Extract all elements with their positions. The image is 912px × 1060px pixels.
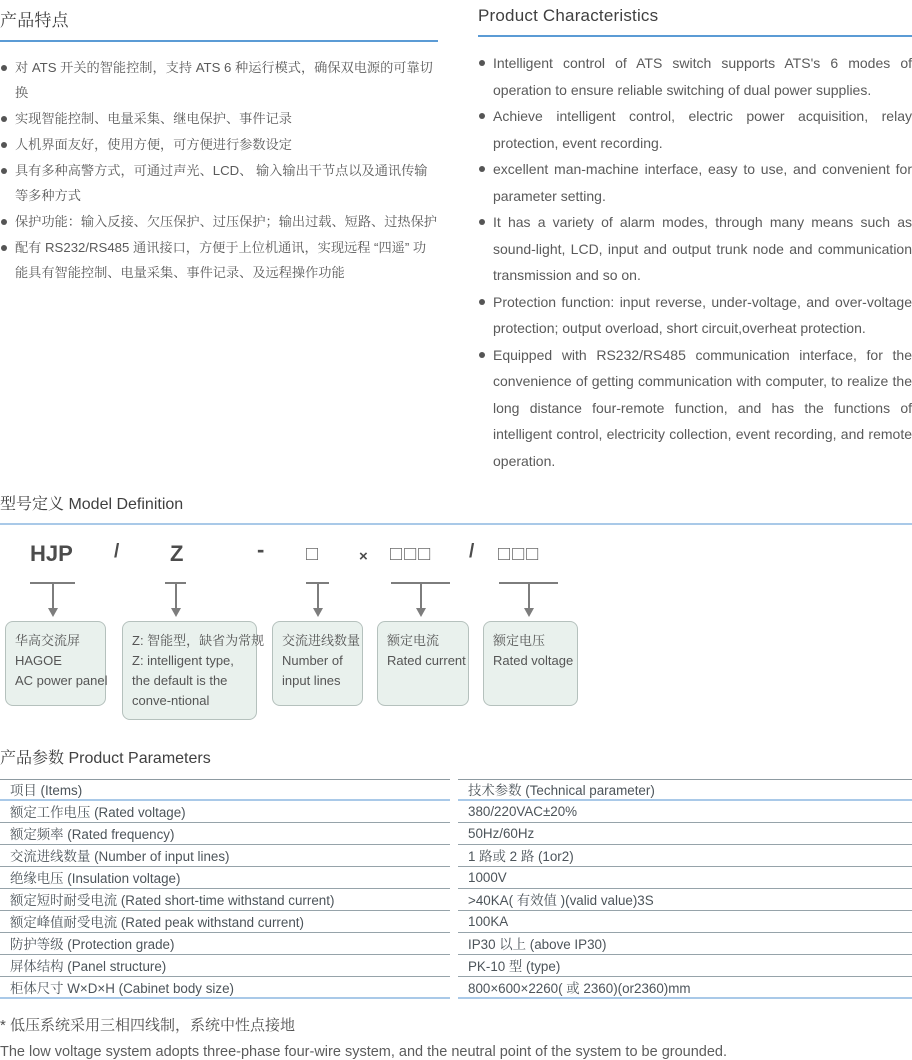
table-row: [0, 933, 912, 955]
model-box-line: conve-ntional: [132, 693, 210, 709]
cell-item: 额定工作电压 (Rated voltage): [0, 801, 450, 823]
table-row: [0, 845, 912, 867]
model-token-dash: -: [257, 537, 265, 562]
table-row: [0, 977, 912, 999]
footnote-zh: * 低压系统采用三相四线制，系统中性点接地: [0, 1017, 296, 1034]
cell-value: 1 路或 2 路 (1or2): [458, 845, 912, 867]
model-box-line: 额定电流: [387, 633, 440, 648]
cell-value: 100KA: [458, 911, 912, 933]
model-box-line: AC power panel: [15, 673, 108, 689]
cell-item: 屏体结构 (Panel structure): [0, 955, 450, 977]
table-row: [0, 889, 912, 911]
table-body: [0, 801, 912, 999]
arrow-stem: [528, 582, 530, 609]
table-row: [0, 867, 912, 889]
model-box-line: the default is the: [132, 673, 228, 689]
down-arrow-icon: [416, 608, 426, 617]
model-box-line: input lines: [282, 673, 341, 689]
top-section: [0, 6, 912, 474]
model-token-slash2: /: [469, 541, 475, 562]
model-definition-diagram: [0, 537, 912, 731]
cell-value: 50Hz/60Hz: [458, 823, 912, 845]
cell-value: IP30 以上 (above IP30): [458, 933, 912, 955]
features-title: 产品特点: [0, 6, 438, 42]
model-box-line: HAGOE: [15, 653, 62, 669]
table-row: [0, 911, 912, 933]
characteristic-bullet: Protection function: input reverse, under-voltage, and over-voltage protection; output overload, short circuit,overheat protection.: [478, 289, 912, 342]
table-header-row: [0, 779, 912, 801]
header-items: 项目 (Items): [0, 779, 450, 801]
cell-value: >40KA( 有效值 )(valid value)3S: [458, 889, 912, 911]
model-box-line: 华高交流屏: [15, 633, 81, 648]
model-box-rated-current: [377, 621, 469, 706]
cell-item: 防护等级 (Protection grade): [0, 933, 450, 955]
model-token-slash: /: [114, 541, 120, 562]
feature-bullet: 实现智能控制、电量采集、继电保护、事件记录: [0, 106, 438, 131]
model-box-line: Rated current: [387, 653, 466, 669]
characteristic-bullet: Achieve intelligent control, electric power acquisition, relay protection, event recording.: [478, 103, 912, 156]
model-box-line: Rated voltage: [493, 653, 574, 669]
model-token-type: Z: [170, 541, 184, 566]
features-section: [0, 6, 452, 474]
cell-value: 1000V: [458, 867, 912, 889]
arrow-stem: [52, 582, 54, 609]
model-token-squares-voltage: □□□: [498, 543, 541, 565]
model-box-line: Z: 智能型，缺省为常规: [132, 633, 265, 648]
cell-item: 绝缘电压 (Insulation voltage): [0, 867, 450, 889]
arrow-stem: [420, 582, 422, 609]
arrow-stem: [317, 582, 319, 609]
cell-value: 800×600×2260( 或 2360)(or2360)mm: [458, 977, 912, 999]
feature-bullet: 保护功能：输入反接、欠压保护、过压保护；输出过载、短路、过热保护: [0, 209, 438, 234]
characteristic-bullet: Equipped with RS232/RS485 communication interface, for the convenience of getting communication with computer, to realize the long distance four-remote function, and has the functions of intelligent control, electricity collection, event recording, and remote operation.: [478, 342, 912, 475]
cell-item: 柜体尺寸 W×D×H (Cabinet body size): [0, 977, 450, 999]
table-row: [0, 801, 912, 823]
feature-bullet: 对 ATS 开关的智能控制，支持 ATS 6 种运行模式，确保双电源的可靠切换: [0, 55, 438, 105]
characteristic-bullet: Intelligent control of ATS switch supports ATS's 6 modes of operation to ensure reliable switching of dual power supplies.: [478, 50, 912, 103]
features-list: [0, 55, 438, 285]
model-box-rated-voltage: [483, 621, 578, 706]
model-box-line: 额定电压: [493, 633, 546, 648]
model-token-brand: HJP: [30, 541, 73, 566]
down-arrow-icon: [171, 608, 181, 617]
feature-bullet: 具有多种高警方式，可通过声光、LCD、 输入输出干节点以及通讯传输等多种方式: [0, 158, 438, 208]
cell-value: 380/220VAC±20%: [458, 801, 912, 823]
footnote-en: The low voltage system adopts three-phase four-wire system, and the neutral point of the system to be grounded.: [0, 1044, 728, 1060]
down-arrow-icon: [524, 608, 534, 617]
cell-item: 额定峰值耐受电流 (Rated peak withstand current): [0, 911, 450, 933]
cell-value: PK-10 型 (type): [458, 955, 912, 977]
characteristics-list: [478, 50, 912, 474]
model-token-squares-current: □□□: [390, 543, 433, 565]
model-token-times: ×: [359, 548, 368, 565]
model-box-input-lines: [272, 621, 363, 706]
characteristic-bullet: excellent man-machine interface, easy to use, and convenient for parameter setting.: [478, 156, 912, 209]
cell-item: 额定短时耐受电流 (Rated short-time withstand current): [0, 889, 450, 911]
model-box-type: [122, 621, 265, 720]
feature-bullet: 配有 RS232/RS485 通讯接口，方便于上位机通讯，实现远程 “四遥” 功能具有智能控制、电量采集、事件记录、及远程操作功能: [0, 235, 438, 285]
down-arrow-icon: [48, 608, 58, 617]
arrow-stem: [175, 582, 177, 609]
cell-item: 额定频率 (Rated frequency): [0, 823, 450, 845]
model-definition-title: 型号定义 Model Definition: [0, 491, 912, 525]
model-token-square: □: [306, 543, 321, 565]
model-box-line: Z: intelligent type,: [132, 653, 234, 669]
parameters-table: [0, 779, 912, 999]
characteristic-bullet: It has a variety of alarm modes, through many means such as sound-light, LCD, input and output trunk node and communication transmission and so on.: [478, 209, 912, 289]
model-box-line: Number of: [282, 653, 343, 669]
down-arrow-icon: [313, 608, 323, 617]
model-box-line: 交流进线数量: [282, 633, 361, 648]
characteristics-section: [452, 6, 912, 474]
table-row: [0, 823, 912, 845]
table-row: [0, 955, 912, 977]
cell-item: 交流进线数量 (Number of input lines): [0, 845, 450, 867]
characteristics-title: Product Characteristics: [478, 6, 912, 37]
feature-bullet: 人机界面友好，使用方便，可方便进行参数设定: [0, 132, 438, 157]
header-technical-parameter: 技术参数 (Technical parameter): [458, 779, 912, 801]
parameters-title: 产品参数 Product Parameters: [0, 750, 211, 767]
model-box-brand: [5, 621, 106, 706]
